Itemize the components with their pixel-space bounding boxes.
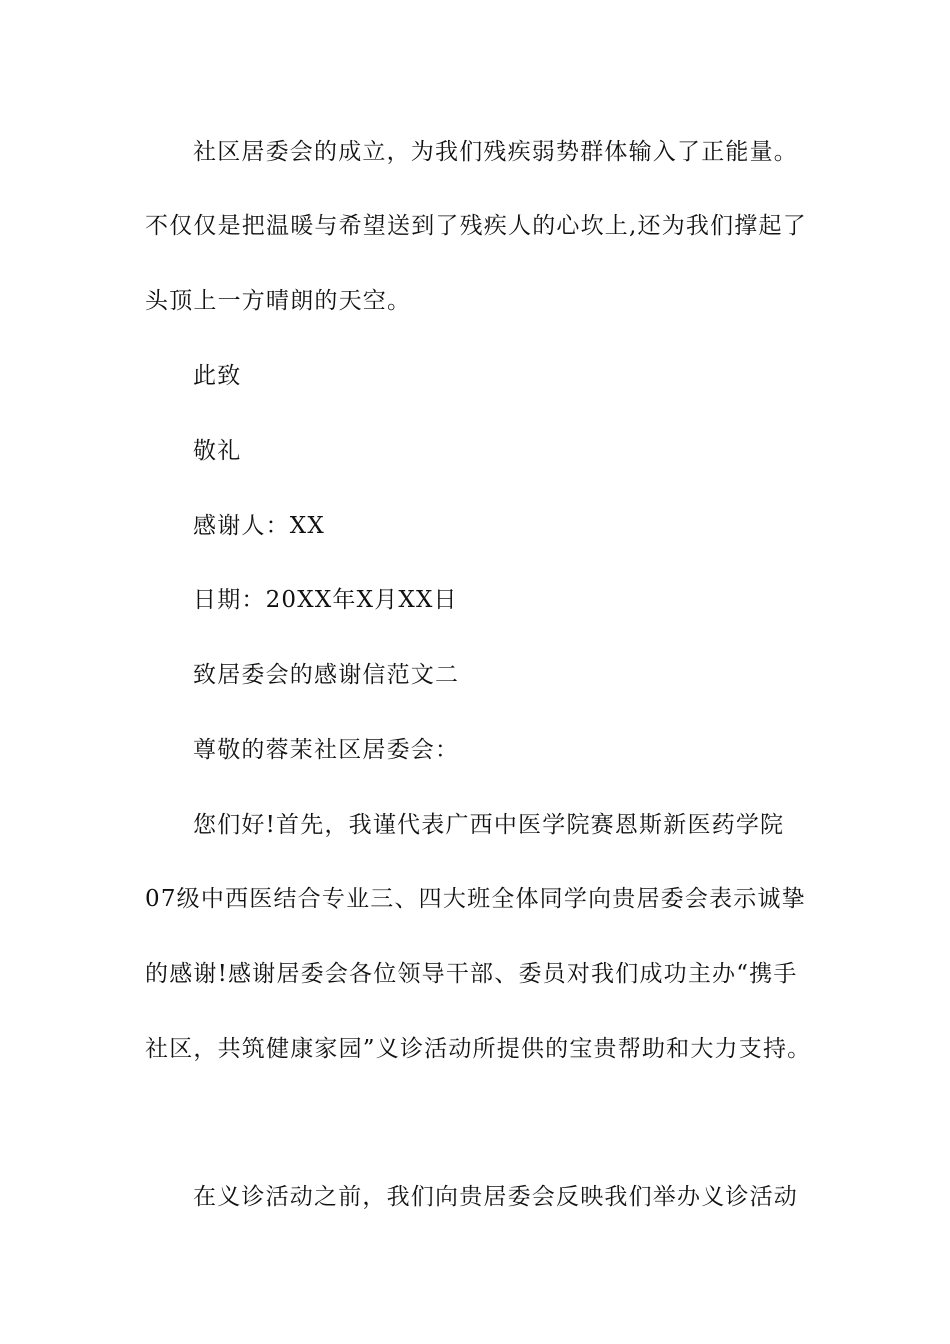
paragraph-line: 社区，共筑健康家园”义诊活动所提供的宝贵帮助和大力支持。 — [145, 1036, 812, 1062]
greeting-line: 尊敬的蓉茉社区居委会： — [193, 737, 460, 763]
paragraph-line: 头顶上一方晴朗的天空。 — [145, 288, 412, 314]
paragraph-line: 07级中西医结合专业三、四大班全体同学向贵居委会表示诚挚 — [145, 886, 806, 912]
closing-salutation: 此致 — [193, 363, 242, 389]
date-line: 日期：20XX年X月XX日 — [193, 587, 458, 613]
paragraph-line: 社区居委会的成立，为我们残疾弱势群体输入了正能量。 — [193, 139, 798, 165]
signature-line: 感谢人：XX — [193, 513, 325, 539]
paragraph-line: 在义诊活动之前，我们向贵居委会反映我们举办义诊活动 — [193, 1184, 798, 1210]
section-title: 致居委会的感谢信范文二 — [193, 662, 460, 688]
closing-regards: 敬礼 — [193, 438, 242, 464]
paragraph-line: 您们好!首先，我谨代表广西中医学院赛恩斯新医药学院 — [193, 812, 785, 838]
paragraph-line: 不仅仅是把温暖与希望送到了残疾人的心坎上,还为我们撑起了 — [145, 213, 807, 239]
paragraph-line: 的感谢!感谢居委会各位领导干部、委员对我们成功主办“携手 — [145, 961, 798, 987]
